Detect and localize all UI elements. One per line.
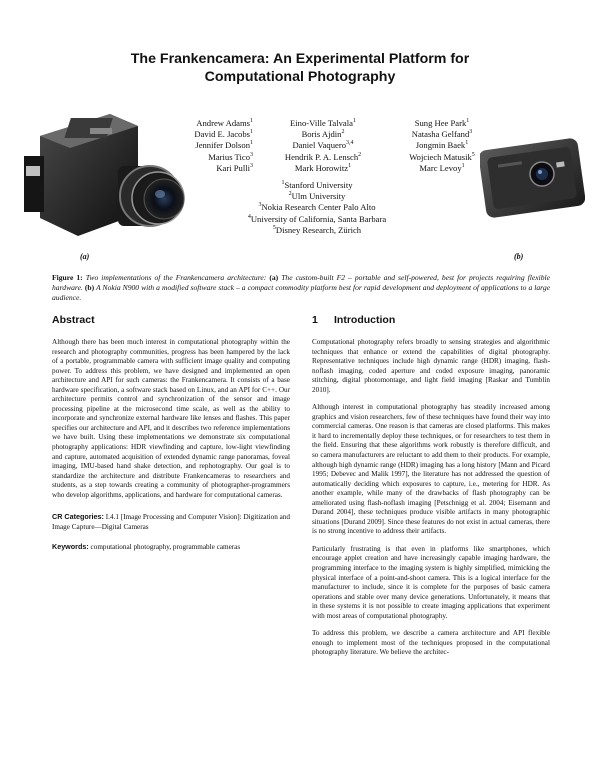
intro-paragraph-1: Computational photography refers broadly to sensing strategies and algorithmic techniques that enhance or extend the capabilities of digital photography. Representative techniques include high dynamic range (HDR) imaging, flash-noflash imaging, coded aperture and coded exposure imaging, panoramic stitching, digital photomontage, and light field imaging [Raskar and Tumblin 2010]. xyxy=(312,338,550,394)
author: Eino-Ville Talvala$^1$ xyxy=(290,118,356,128)
figure-label-b: (b) xyxy=(514,252,524,261)
title-line-1: The Frankencamera: An Experimental Platform for xyxy=(130,51,470,67)
affiliation: $^5$Disney Research, Zürich xyxy=(272,224,362,235)
author: Wojciech Matusik$^5$ xyxy=(409,151,475,162)
author: Natasha Gelfand$^3$ xyxy=(411,129,473,140)
n900-phone-image xyxy=(480,138,585,218)
affiliation: $^1$Stanford University xyxy=(281,180,353,190)
intro-paragraph-3: Particularly frustrating is that even in platforms like smartphones, which encourage applet creation and have increasingly capable imaging hardware, the programming interface to the imaging system is highly simplified, mimicking the physical interface of a point-and-shoot camera. This is a logical interface for the manufacturer to include, since it is complete for the purposes of basic camera operations and stable over many device generations. Unfortunately, it means that in these systems it is not possible to create imaging applications that experiment with most areas of computational photography. xyxy=(312,544,550,620)
author: Kari Pulli$^3$ xyxy=(216,162,253,173)
affiliation: $^3$Nokia Research Center Palo Alto xyxy=(258,202,376,213)
introduction-section xyxy=(312,314,550,666)
author: Boris Ajdin$^2$ xyxy=(301,129,345,140)
author: Marc Levoy$^1$ xyxy=(419,162,465,173)
author: Jongmin Baek$^1$ xyxy=(415,140,469,151)
abstract-heading: Abstract xyxy=(52,314,95,326)
affiliation: $^4$University of California, Santa Barbara xyxy=(247,213,387,224)
keywords: Keywords: computational photography, programmable cameras xyxy=(52,542,241,552)
author-column-2 xyxy=(263,118,383,174)
author-column-3 xyxy=(402,118,482,174)
cr-categories: CR Categories: I.4.1 [Image Processing and Computer Vision]: Digitization and Image Capture—Digital Cameras xyxy=(52,512,290,531)
author: Hendrik P. A. Lensch$^2$ xyxy=(284,151,362,162)
author: Andrew Adams$^1$ xyxy=(196,118,253,128)
intro-paragraph-4: To address this problem, we describe a camera architecture and API flexible enough to implement most of the techniques proposed in the computational photography literature. We believe the architec- xyxy=(312,629,550,657)
author: Mark Horowitz$^1$ xyxy=(294,162,352,173)
figure-caption: Figure 1: Two implementations of the Frankencamera architecture: (a) The custom-built F2 – portable and self-powered, best for projects requiring flexible hardware. (b) A Nokia N900 with a modified software stack – a compact commodity platform best for rapid development and deployment of applications to a large audience. xyxy=(52,273,550,302)
caption-lead: Figure 1: xyxy=(52,273,83,282)
author: Daniel Vaquero$^{3,4}$ xyxy=(292,140,354,151)
abstract-body: Although there has been much interest in computational photography within the research and photography communities, progress has been hampered by the lack of a portable, programmable camera with sufficient image quality and computing power. To address this problem, we have designed and implemented an open architecture and API for such cameras: the Frankencamera. It consists of a base hardware specification, a software stack based on Linux, and an API for C++. Our architecture permits control and synchronization of the sensor and image processing pipeline at the microsecond time scale, as well as the ability to incorporate and synchronize external hardware like lenses and flashes. This paper specifies our architecture and API, and it describes two reference implementations we have built. Using these implementations we demonstrate six computational photography applications: HDR viewfinding and capture, low-light viewfinding and capture, automated acquisition of extended dynamic range panoramas, foveal imaging, IMU-based hand shake detection, and rephotography. Our goal is to standardize the architecture and distribute Frankencameras to researchers and students, as a step towards creating a community of photographer-programmers who develop algorithms, applications, and hardware for computational cameras. xyxy=(52,338,290,499)
author: Marius Tico$^3$ xyxy=(208,151,253,162)
abstract-section xyxy=(52,314,290,561)
figure-label-a: (a) xyxy=(80,252,90,261)
author-column-1 xyxy=(194,118,253,174)
affiliation-list xyxy=(152,180,482,236)
affiliation: $^2$Ulm University xyxy=(288,191,346,202)
title-line-2: Computational Photography xyxy=(204,69,396,85)
author: Sung Hee Park$^1$ xyxy=(414,118,470,128)
author: Jennifer Dolson$^1$ xyxy=(195,140,253,151)
introduction-heading: 1 Introduction xyxy=(312,314,396,326)
author: David E. Jacobs$^1$ xyxy=(194,129,253,140)
paper-title xyxy=(0,50,600,86)
intro-paragraph-2: Although interest in computational photography has steadily increased among graphics and vision researchers, few of these techniques have found their way into commercial cameras. One reason is that cameras are closed platforms. This makes it hard to incrementally deploy these techniques, or for researchers to test them in the field. Ensuring that these algorithms work robustly is therefore difficult, and so camera manufacturers are reluctant to add them to their products. For example, although high dynamic range (HDR) imaging has a long history [Mann and Picard 1995; Debevec and Malik 1997], the literature has not addressed the question of automatically deciding which exposures to capture, i.e., metering for HDR. As another example, while many of the drawbacks of flash photography can be ameliorated using flash-noflash imaging [Petschnigg et al. 2004; Eisemann and Durand 2004], these techniques produce visible artifacts in many photographic situations [Durand 2009]. Since these features do not exist in actual cameras, there is no strong incentive to address their artifacts. xyxy=(312,403,550,536)
